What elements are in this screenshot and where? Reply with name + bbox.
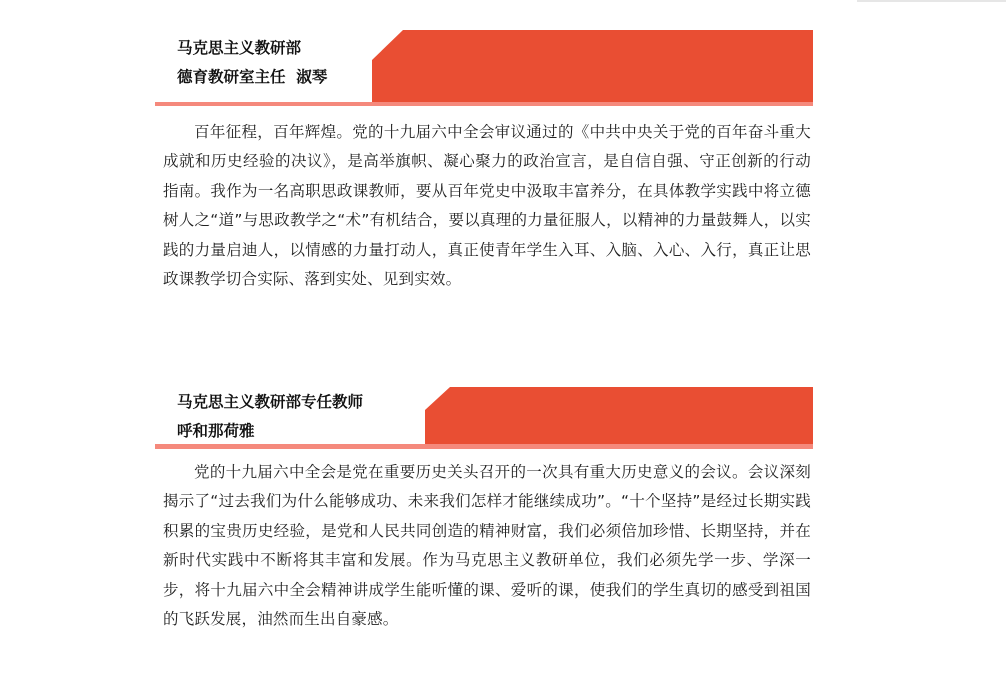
reflection-paragraph: 党的十九届六中全会是党在重要历史关头召开的一次具有重大历史意义的会议。会议深刻揭示了“过去我们为什么能够成功、未来我们怎样才能继续成功”。“十个坚持”是经过长期实践积累的宝贵历史经验，是党和人民共同创造的精神财富，我们必须倍加珍惜、长期坚持，并在新时代实践中不断将其丰富和发展。作为马克思主义教研单位，我们必须先学一步、学深一步，将十九届六中全会精神讲成学生能听懂的课、爱听的课，使我们的学生真切的感受到祖国的飞跃发展，油然而生出自豪感。: [163, 463, 811, 629]
author-department: 马克思主义教研部专任教师: [177, 393, 364, 411]
author-name: 呼和那荷雅: [177, 422, 255, 440]
banner-red-block: [425, 387, 813, 444]
banner-red-block: [372, 30, 813, 102]
reflection-paragraph: 百年征程，百年辉煌。党的十九届六中全会审议通过的《中共中央关于党的百年奋斗重大成就和历史经验的决议》，是高举旗帜、凝心聚力的政治宣言，是自信自强、守正创新的行动指南。我作为一名高职思政课教师，要从百年党史中汲取丰富养分，在具体教学实践中将立德树人之“道”与思政教学之“术”有机结合，要以真理的力量征服人，以精神的力量鼓舞人，以实践的力量启迪人，以情感的力量打动人，真正使青年学生入耳、入脑、入心、入行，真正让思政课教学切合实际、落到实处、见到实效。: [163, 123, 811, 289]
author-banner: [155, 30, 813, 106]
section-teacher-1: [155, 30, 813, 294]
author-title-name: 德育教研室主任 淑琴: [177, 68, 328, 86]
section-teacher-2: [155, 387, 813, 634]
banner-underline: [155, 102, 813, 106]
author-banner: [155, 387, 813, 449]
top-divider: [857, 0, 1006, 2]
author-department: 马克思主义教研部: [177, 39, 302, 57]
